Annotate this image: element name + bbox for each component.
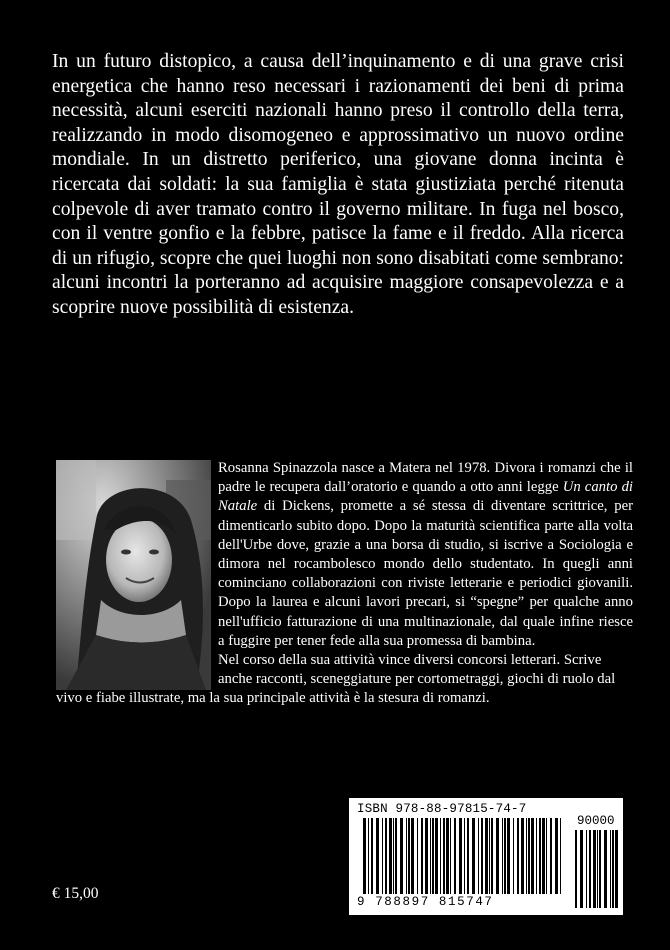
barcode-bar	[400, 818, 403, 894]
barcode-bar	[555, 818, 558, 894]
barcode-bar	[536, 818, 537, 894]
barcode-bar	[432, 818, 434, 894]
barcode-bar	[395, 818, 397, 894]
price: € 15,00	[52, 885, 99, 902]
barcode-bar	[389, 818, 392, 894]
barcode-bar	[589, 830, 591, 908]
barcode-bar	[546, 818, 547, 894]
barcode-bar	[459, 818, 462, 894]
barcode-bar	[539, 818, 541, 894]
barcode-bar	[464, 818, 465, 894]
barcode-bar	[599, 830, 601, 908]
barcode-bar	[502, 818, 503, 894]
barcode-bar	[550, 818, 552, 894]
barcode-bar	[393, 818, 394, 894]
barcode-bar	[454, 818, 456, 894]
barcode-bar	[371, 818, 373, 894]
barcode-bar	[406, 818, 407, 894]
ean-digits: 9 788897 815747	[357, 895, 494, 909]
barcode-bar	[513, 818, 514, 894]
barcode-bar	[450, 818, 451, 894]
barcode-bar	[382, 818, 383, 894]
barcode-bar	[485, 818, 488, 894]
barcode-bar	[425, 818, 428, 894]
barcode-bar	[531, 818, 534, 894]
barcode-bar	[528, 818, 530, 894]
isbn-barcode	[349, 798, 623, 915]
barcode-bar	[411, 818, 414, 894]
barcode-bar	[517, 818, 519, 894]
barcode-bar	[604, 830, 607, 908]
barcode-bar	[472, 818, 475, 894]
barcode-bar	[440, 818, 441, 894]
barcode-bar	[363, 818, 366, 894]
barcode-bar	[446, 818, 449, 894]
barcode-bar	[521, 818, 524, 894]
barcode-bar	[542, 818, 545, 894]
barcode-bar	[376, 818, 379, 894]
price-code: 90000	[577, 814, 615, 828]
barcode-bar	[443, 818, 445, 894]
barcode-bar	[496, 818, 499, 894]
bio-paragraph-2: Nel corso della sua attività vince diversi concorsi letterari. Scrive anche racconti, sceneggiature per cortometraggi, giochi di ruolo dal vivo e fiabe illustrate, ma la sua principale attività è la stesura di romanzi.	[56, 652, 616, 707]
barcode-bar	[580, 830, 583, 908]
barcode-bar	[526, 818, 527, 894]
barcode-bar	[385, 818, 387, 894]
barcode-bar	[504, 818, 506, 894]
author-bio	[56, 459, 633, 709]
barcode-bar	[489, 818, 490, 894]
barcode-bar	[586, 830, 587, 908]
barcode-bar	[478, 818, 479, 894]
barcode-bar	[597, 830, 598, 908]
barcode-bar	[612, 830, 614, 908]
barcode-bar	[421, 818, 423, 894]
barcode-bar	[560, 818, 561, 894]
isbn-label: ISBN 978-88-97815-74-7	[357, 802, 527, 816]
barcode-bar	[491, 818, 493, 894]
barcode-bar	[430, 818, 431, 894]
book-title: Un canto di Natale	[218, 479, 633, 515]
barcode-bar	[368, 818, 369, 894]
barcode-bar	[507, 818, 510, 894]
barcode-bar	[481, 818, 483, 894]
barcode-bar	[615, 830, 618, 908]
bio-paragraph-1: Rosanna Spinazzola nasce a Matera nel 1978. Divora i romanzi che il padre le recupera dall’oratorio e quando a otto anni legge Un canto di Natale di Dickens, promette a sé stessa di diventare scrittrice, per dimenticarlo subito dopo. Dopo la maturità scientifica parte alla volta dell'Urbe dove, grazie a una borsa di studio, si iscrive a Sociologia e dimora nel rocambolesco mondo dello studentato. In quegli anni cominciano collaborazioni con riviste letterarie e periodici giovanili. Dopo la laurea e alcuni lavori precari, si “spegne” per qualche anno nell'ufficio fatturazione di una multinazionale, dal quale infine riesce a fuggire per tener fede alla sua promessa di bambina.	[218, 460, 633, 649]
barcode-bar	[593, 830, 596, 908]
barcode-bar	[467, 818, 469, 894]
barcode-bar	[417, 818, 418, 894]
barcode-bar	[408, 818, 410, 894]
barcode-bar	[610, 830, 611, 908]
barcode-bar	[435, 818, 438, 894]
book-synopsis: In un futuro distopico, a causa dell’inquinamento e di una grave crisi energetica che hanno reso necessari i razionamenti dei beni di prima necessità, alcuni eserciti nazionali hanno preso il controllo della terra, realizzando in modo disomogeneo e approssimativo un nuovo ordine mondiale. In un distretto periferico, una giovane donna incinta è ricercata dai soldati: la sua famiglia è stata giustiziata perché ritenuta colpevole di aver tramato contro il governo militare. In fuga nel bosco, con il ventre gonfio e la febbre, patisce la fame e il freddo. Alla ricerca di un rifugio, scopre che quei luoghi non sono disabitati come sembrano: alcuni incontri la porteranno ad acquisire maggiore consapevolezza e a scoprire nuove possibilità di esistenza.	[52, 51, 624, 318]
barcode-bar	[575, 830, 577, 908]
